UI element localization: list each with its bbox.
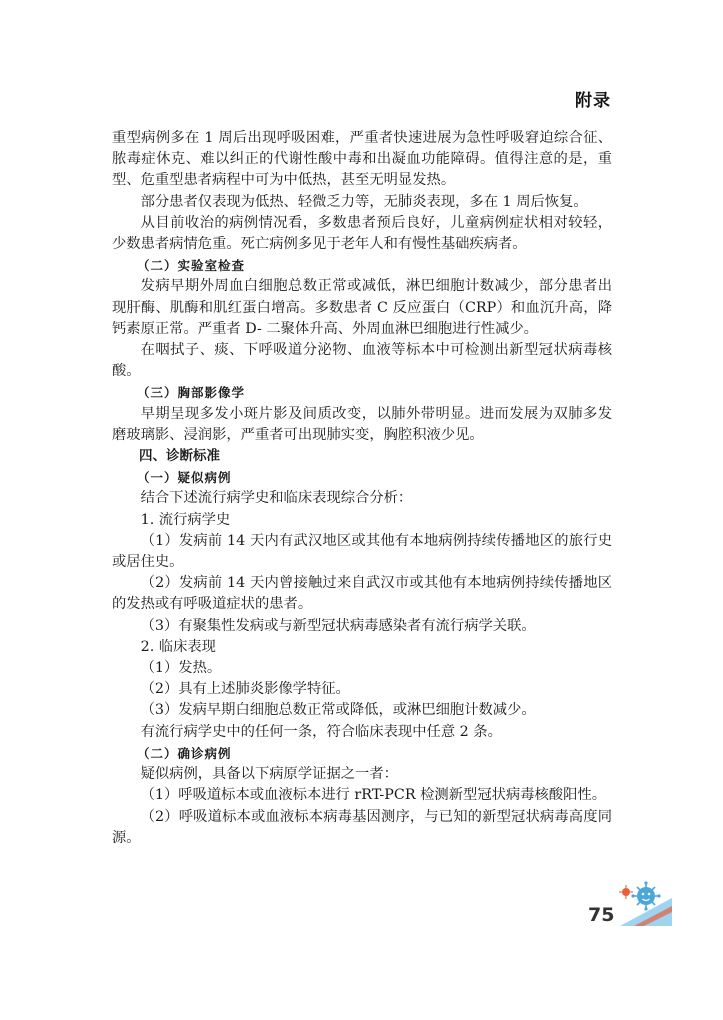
page-body [112,128,612,849]
list-item: （1）呼吸道标本或血液标本进行 rRT-PCR 检测新型冠状病毒核酸阳性。 [140,787,606,804]
list-item: （2）具有上述肺炎影像学特征。 [140,681,350,698]
subsection-heading-lab: （二）实验室检查 [137,258,246,274]
paragraph: 在咽拭子、痰、下呼吸道分泌物、血液等标本中可检测出新型冠状病毒核酸。 [112,342,612,380]
list-item: （1）发热。 [140,660,222,677]
paragraph: 发病早期外周血白细胞总数正常或减低，淋巴细胞计数减少，部分患者出现肝酶、肌酶和肌红蛋白增高。多数患者 C 反应蛋白（CRP）和血沉升高，降钙素原正常。严重者 D- 二聚体升高、外周血淋巴细胞进行性减少。 [112,278,612,337]
subsection-heading-imaging: （三）胸部影像学 [137,385,246,401]
virus-icon [631,881,660,910]
section-heading-diagnosis: 四、诊断标准 [139,448,220,465]
paragraph: 有流行病学史中的任何一条，符合临床表现中任意 2 条。 [140,723,502,740]
paragraph: 重型病例多在 1 周后出现呼吸困难，严重者快速进展为急性呼吸窘迫综合征、脓毒症休克、难以纠正的代谢性酸中毒和出凝血功能障碍。值得注意的是，重型、危重型患者病程中可为中低热，甚至无明显发热。 [112,130,612,189]
list-item: （3）发病早期白细胞总数正常或降低，或淋巴细胞计数减少。 [140,702,536,719]
small-virus-icon [619,885,633,899]
subsection-heading-suspected: （一）疑似病例 [137,470,232,486]
paragraph: 部分患者仅表现为低热、轻微乏力等，无肺炎表现，多在 1 周后恢复。 [140,193,588,210]
list-item: （1）发病前 14 天内有武汉地区或其他有本地病例持续传播地区的旅行史或居住史。 [112,532,612,571]
list-item: （3）有聚集性发病或与新型冠状病毒感染者有流行病学关联。 [140,617,536,634]
paragraph: 早期呈现多发小斑片影及间质改变，以肺外带明显。进而发展为双肺多发磨玻璃影、浸润影，严重者可出现肺实变，胸腔积液少见。 [112,405,612,443]
subsection-heading-confirmed: （二）确诊病例 [137,745,232,761]
virus-corner-icon [612,878,672,926]
section-header: 附录 [575,91,611,111]
paragraph: 疑似病例，具备以下病原学证据之一者： [140,766,398,783]
list-title-clinical: 2. 临床表现 [140,638,216,655]
list-item: （2）呼吸道标本或血液标本病毒基因测序，与已知的新型冠状病毒高度同源。 [112,808,612,846]
paragraph: 从目前收治的病例情况看，多数患者预后良好，儿童病例症状相对较轻，少数患者病情危重。死亡病例多见于老年人和有慢性基础疾病者。 [112,214,612,253]
paragraph: 结合下述流行病学史和临床表现综合分析： [140,490,413,507]
page-number: 75 [588,904,615,926]
list-title-epidemiology: 1. 流行病学史 [140,511,231,528]
list-item: （2）发病前 14 天内曾接触过来自武汉市或其他有本地病例持续传播地区的发热或有呼吸道症状的患者。 [112,575,612,613]
